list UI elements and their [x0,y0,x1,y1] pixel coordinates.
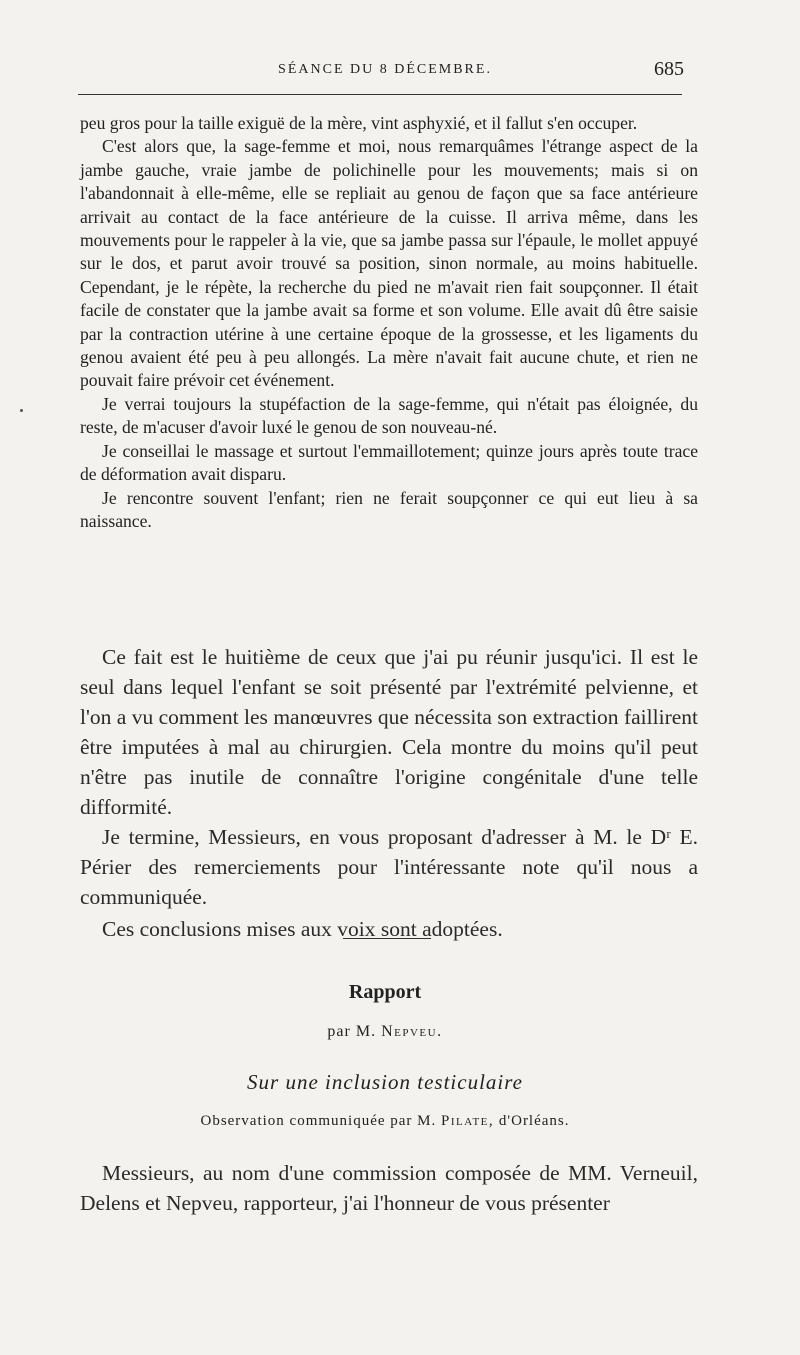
paragraph: peu gros pour la taille exiguë de la mère, vint asphyxié, et il fallut s'en occuper. [80,113,638,133]
observation-prefix: Observation communiquée par M. [200,1113,437,1129]
commentary-text [80,642,698,944]
running-header [80,58,690,84]
section-title: Rapport [348,981,422,1003]
header-rule [78,94,682,95]
observation-case-text [80,112,698,533]
paragraph: Ce fait est le huitième de ceux que j'ai pu réunir jusqu'ici. Il est le seul dans lequel l'enfant se soit présenté par l'extrémité pelvienne, et l'on a vu comment les manœuvres que nécessita son extraction faillirent être imputées à mal au chirurgien. Cela montre du moins qu'il peut n'être pas inutile de connaître l'origine congénitale d'une telle difformité. [80,645,698,819]
observation-credit [0,1113,770,1130]
report-subject: Sur une inclusion testiculaire [247,1070,523,1094]
margin-mark [20,409,23,412]
report-body [80,1158,698,1218]
byline-prefix: par M. [327,1023,377,1040]
byline [0,1023,770,1041]
observation-suffix: d'Orléans. [498,1113,570,1129]
running-title: SÉANCE DU 8 DÉCEMBRE. [278,62,492,77]
paragraph: Je termine, Messieurs, en vous proposant d'adresser à M. le Dʳ E. Périer des remerciements pour l'intéressante note qu'il nous a communiquée. [80,825,698,909]
paragraph: Ces conclusions mises aux voix sont adoptées. [102,917,503,941]
paragraph: C'est alors que, la sage-femme et moi, nous remarquâmes l'étrange aspect de la jambe gauche, vraie jambe de polichinelle pour les mouvements; mais si on l'abandonnait à elle-même, elle se repliait au genou de façon que sa face antérieure arrivait au contact de la face antérieure de la cuisse. Il arriva même, dans les mouvements pour le rappeler à la vie, que sa jambe passa sur l'épaule, le mollet appuyé sur le dos, et parut avoir trouvé sa position, sinon normale, au moins habituelle. Cependant, je le répète, la recherche du pied ne m'avait rien fait soupçonner. Il était facile de constater que la jambe avait sa forme et son volume. Elle avait dû être saisie par la contraction utérine à une certaine époque de la grossesse, et les ligaments du genou avaient été peu à peu allongés. La mère n'avait fait aucune chute, et rien ne pouvait faire prévoir cet événement. [80,136,698,391]
paragraph: Je conseillai le massage et surtout l'emmaillotement; quinze jours après toute trace de déformation avait disparu. [80,440,698,485]
page-number: 685 [654,58,684,80]
paragraph: Je verrai toujours la stupéfaction de la sage-femme, qui n'était pas éloignée, du reste, de m'acuser d'avoir luxé le genou de son nouveau-né. [80,393,698,438]
author-name: Nepveu. [381,1023,443,1040]
paragraph: Je rencontre souvent l'enfant; rien ne ferait soupçonner ce qui eut lieu à sa naissance. [80,487,698,531]
section-separator [343,938,431,939]
observer-name: Pilate, [441,1113,495,1129]
paragraph: Messieurs, au nom d'une commission composée de MM. Verneuil, Delens et Nepveu, rapporteur, j'ai l'honneur de vous présenter [80,1161,698,1215]
